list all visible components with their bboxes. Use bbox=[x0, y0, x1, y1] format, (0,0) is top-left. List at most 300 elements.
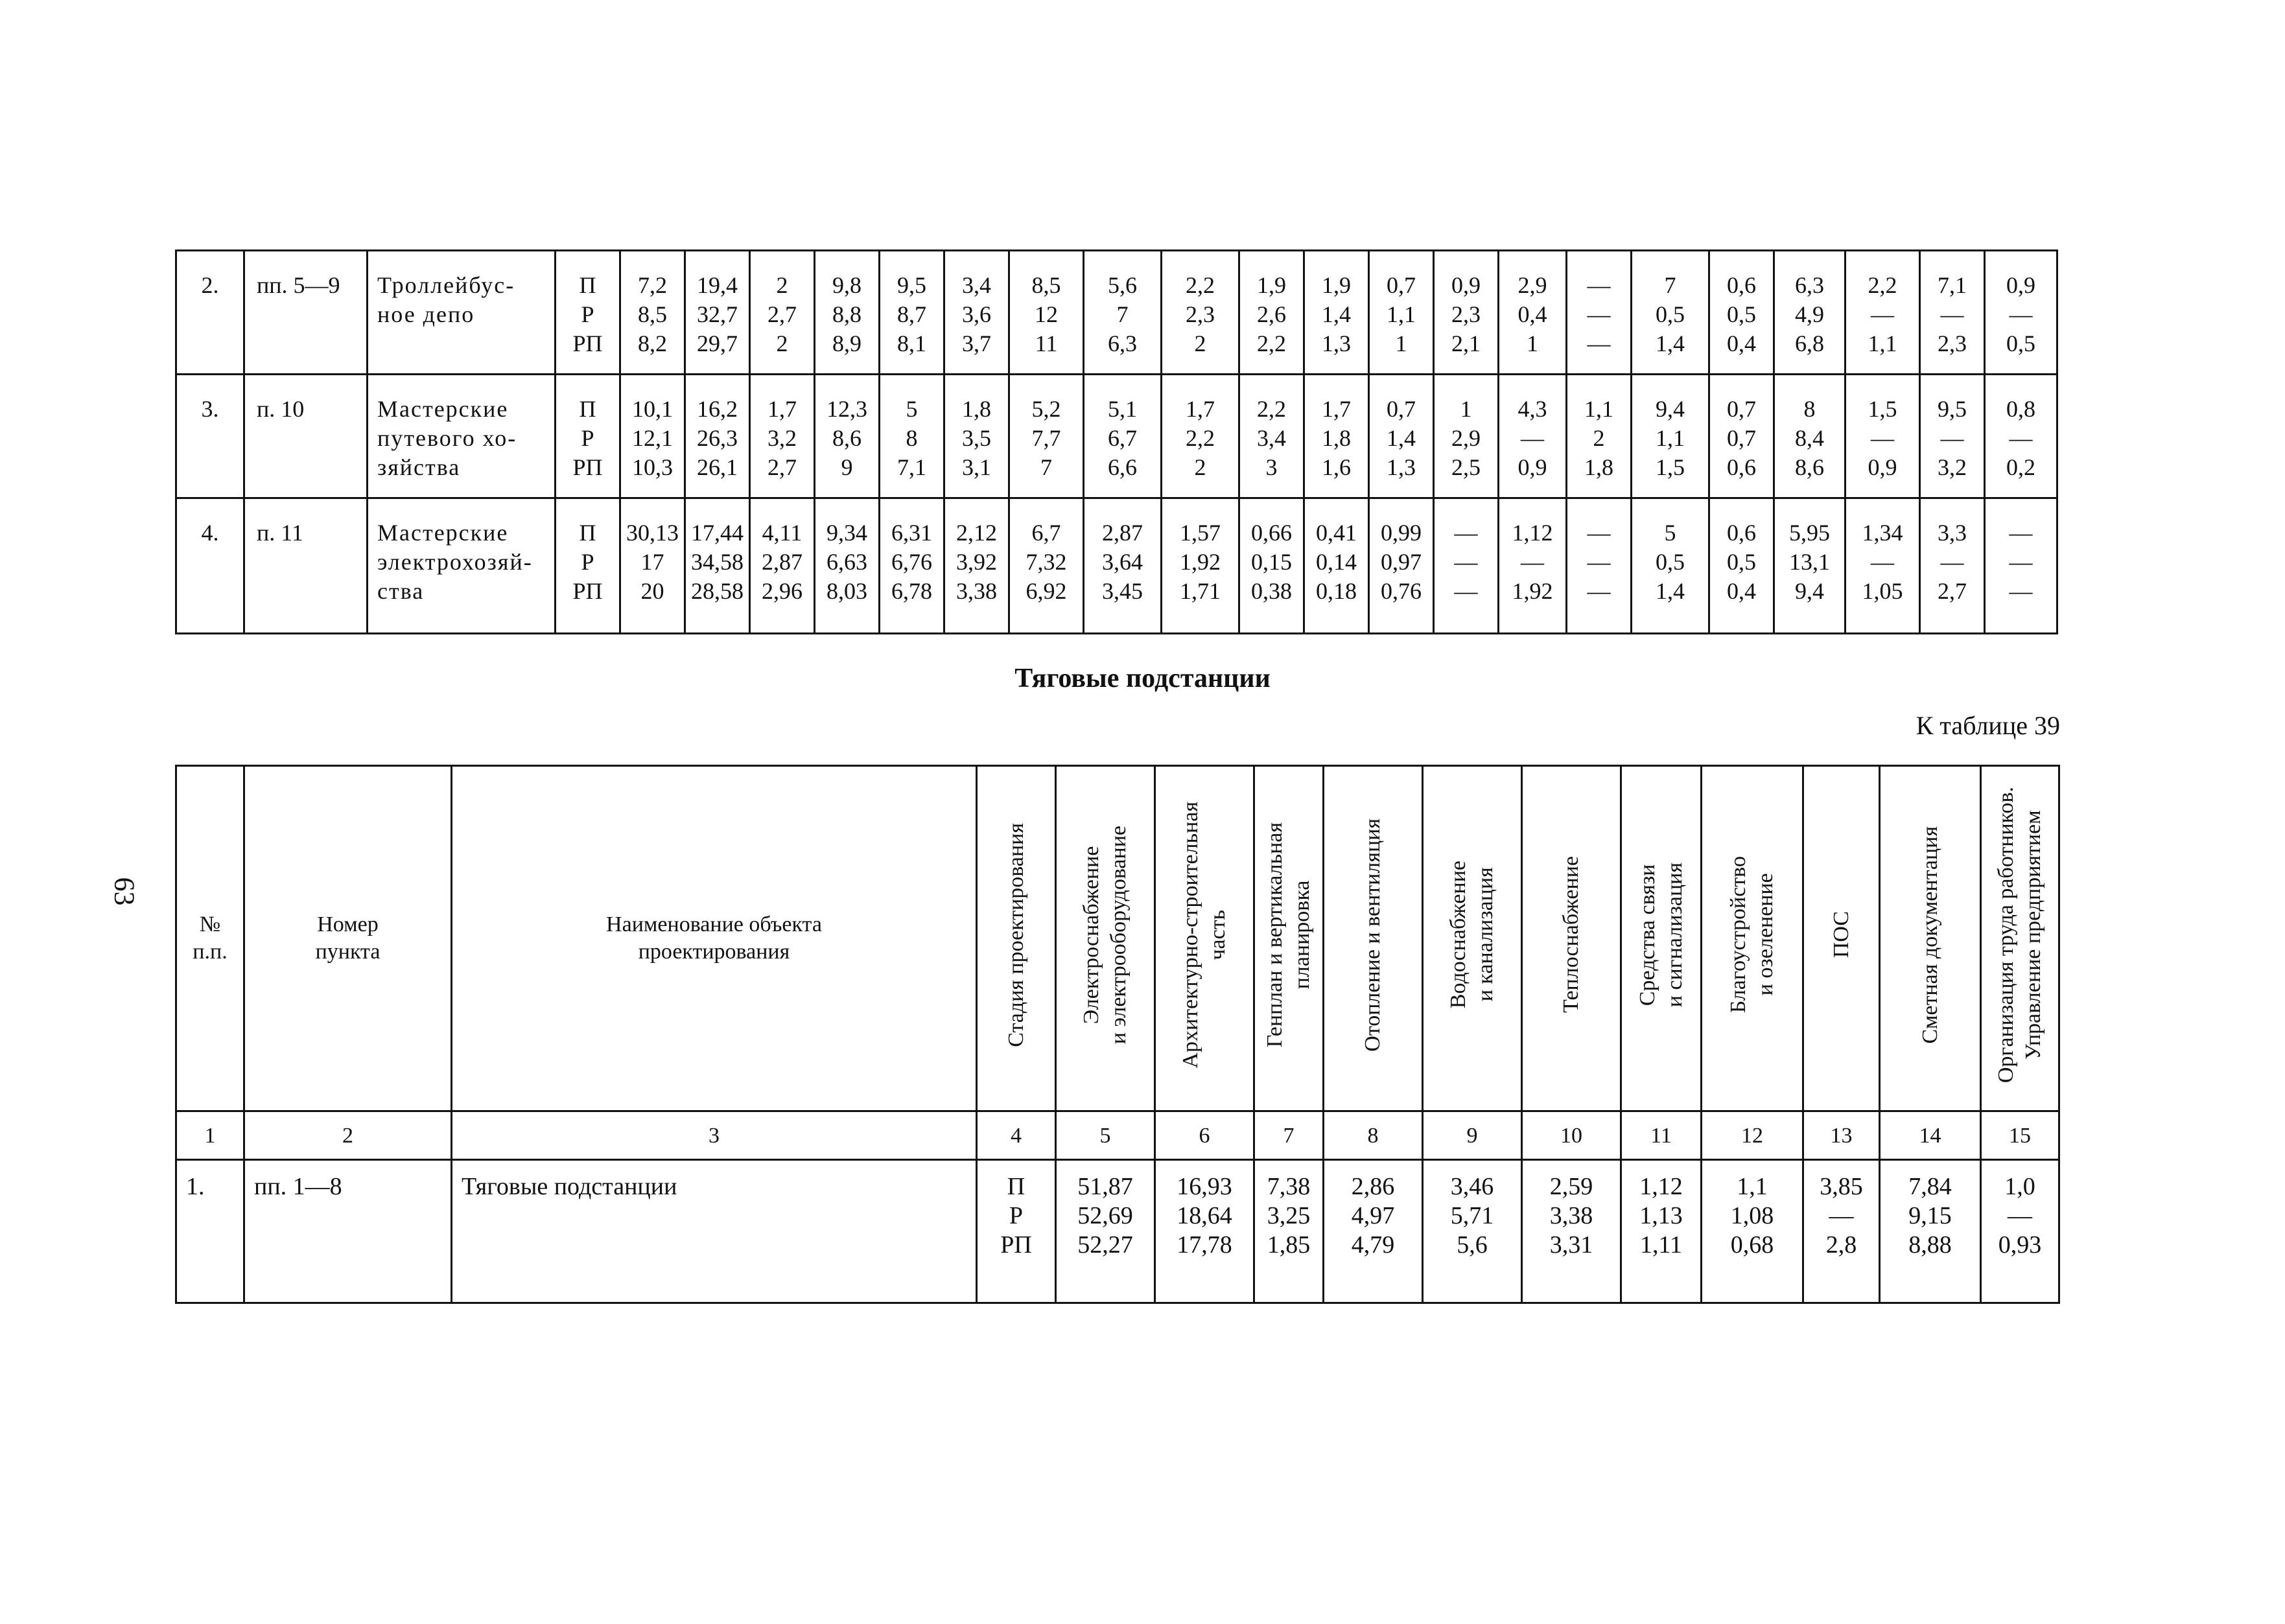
row-number-cell: 2. bbox=[176, 251, 244, 375]
value-cell bbox=[880, 251, 944, 375]
value-cell bbox=[750, 498, 815, 634]
value-cell-line: 0,5 bbox=[1656, 301, 1685, 327]
value-cell-line: 1,5 bbox=[1656, 454, 1685, 480]
value-cell bbox=[815, 251, 880, 375]
value-cell-line: 10,1 bbox=[632, 396, 673, 422]
value-cell-line: 1,13 bbox=[1639, 1202, 1683, 1229]
value-cell-line: 7,1 bbox=[1938, 272, 1967, 298]
stage-cell bbox=[977, 1160, 1056, 1303]
value-cell-line: — bbox=[1587, 520, 1611, 546]
value-cell-line: 12 bbox=[1035, 301, 1058, 327]
value-cell-line: 5,95 bbox=[1789, 520, 1830, 546]
value-cell-line: 8,5 bbox=[1031, 272, 1061, 298]
value-cell bbox=[1056, 1160, 1155, 1303]
value-cell-line: 2,2 bbox=[1186, 425, 1215, 451]
value-cell-line: 1,08 bbox=[1730, 1202, 1774, 1229]
value-cell-line: 3,1 bbox=[962, 454, 991, 480]
value-cell-line: 26,1 bbox=[697, 454, 738, 480]
column-header-line: и канализация bbox=[1473, 867, 1497, 1003]
column-header-text bbox=[1993, 787, 2047, 1083]
value-cell-line: 5 bbox=[1664, 520, 1676, 546]
value-cell-line: 29,7 bbox=[697, 331, 738, 356]
value-cell bbox=[1880, 1160, 1981, 1303]
value-cell-line: 2,6 bbox=[1257, 301, 1286, 327]
value-cell-line: 1,1 bbox=[1737, 1173, 1768, 1200]
column-header-line: п.п. bbox=[193, 940, 228, 964]
value-cell bbox=[1985, 375, 2057, 498]
point-number-cell: п. 10 bbox=[244, 375, 368, 498]
value-cell-line: 2 bbox=[776, 331, 788, 356]
continuation-table bbox=[175, 249, 2058, 634]
value-cell bbox=[944, 375, 1009, 498]
value-cell bbox=[1920, 251, 1985, 375]
value-cell bbox=[1774, 498, 1846, 634]
value-cell bbox=[1162, 498, 1239, 634]
value-cell-line: 17 bbox=[640, 549, 664, 575]
value-cell bbox=[1369, 498, 1434, 634]
value-cell-line: 5,2 bbox=[1031, 396, 1061, 422]
value-cell bbox=[1434, 251, 1499, 375]
stage-cell-line: РП bbox=[1000, 1231, 1032, 1259]
value-cell bbox=[1846, 251, 1920, 375]
object-name-cell bbox=[368, 498, 556, 634]
column-header bbox=[244, 766, 452, 1111]
stage-cell-line: П bbox=[579, 396, 596, 422]
column-header-line: Архитектурно-строительная bbox=[1178, 801, 1202, 1069]
value-cell bbox=[1084, 498, 1162, 634]
value-cell-line: 1 bbox=[1395, 331, 1407, 356]
value-cell-line: 6,6 bbox=[1108, 454, 1137, 480]
value-cell-line: — bbox=[1521, 549, 1544, 575]
value-cell-line: 0,93 bbox=[1998, 1231, 2042, 1259]
point-number-cell: пп. 1—8 bbox=[244, 1160, 452, 1303]
value-cell bbox=[1084, 251, 1162, 375]
value-cell bbox=[620, 498, 685, 634]
value-cell bbox=[1499, 498, 1567, 634]
column-header-text bbox=[177, 911, 243, 966]
value-cell-line: 7,7 bbox=[1031, 425, 1061, 451]
column-header-text bbox=[1725, 856, 1779, 1013]
value-cell-line: 3,7 bbox=[962, 331, 991, 356]
column-number: 5 bbox=[1056, 1111, 1155, 1160]
value-cell-line: 0,4 bbox=[1727, 578, 1756, 604]
value-cell-line: 4,11 bbox=[762, 520, 803, 546]
value-cell-line: 2,2 bbox=[1186, 272, 1215, 298]
column-number: 10 bbox=[1522, 1111, 1621, 1160]
object-name-cell-line: ства bbox=[377, 578, 425, 604]
object-name-cell-line: путевого хо- bbox=[377, 425, 517, 451]
value-cell bbox=[1162, 375, 1239, 498]
value-cell-line: 51,87 bbox=[1077, 1173, 1133, 1200]
column-header bbox=[1254, 766, 1324, 1111]
value-cell-line: — bbox=[2009, 425, 2033, 451]
column-header-line: Наименование объекта bbox=[606, 912, 822, 936]
value-cell-line: 8,1 bbox=[897, 331, 926, 356]
value-cell-line: 1,71 bbox=[1180, 578, 1221, 604]
column-number: 4 bbox=[977, 1111, 1056, 1160]
column-header bbox=[1702, 766, 1803, 1111]
value-cell bbox=[620, 375, 685, 498]
column-header-line: и озеленение bbox=[1753, 873, 1777, 997]
value-cell-line: 0,5 bbox=[1727, 301, 1756, 327]
value-cell-line: 0,9 bbox=[2006, 272, 2035, 298]
value-cell-line: 8,2 bbox=[638, 331, 667, 356]
value-cell-line: 2,2 bbox=[1868, 272, 1897, 298]
value-cell-line: 1,7 bbox=[768, 396, 797, 422]
value-cell-line: 1,6 bbox=[1322, 454, 1351, 480]
value-cell-line: 2,2 bbox=[1257, 396, 1286, 422]
value-cell-line: — bbox=[1829, 1202, 1854, 1229]
value-cell-line: 8,5 bbox=[638, 301, 667, 327]
value-cell-line: 7,32 bbox=[1025, 549, 1067, 575]
value-cell-line: 2 bbox=[1194, 331, 1206, 356]
value-cell-line: 2 bbox=[1593, 425, 1605, 451]
column-header bbox=[977, 766, 1056, 1111]
value-cell bbox=[944, 251, 1009, 375]
value-cell bbox=[1920, 498, 1985, 634]
value-cell-line: 0,41 bbox=[1316, 520, 1357, 546]
column-header-text bbox=[1558, 856, 1585, 1013]
value-cell bbox=[944, 498, 1009, 634]
value-cell bbox=[1621, 1160, 1702, 1303]
value-cell-line: 8,03 bbox=[826, 578, 867, 604]
value-cell-line: 7 bbox=[1664, 272, 1676, 298]
value-cell-line: 7 bbox=[1116, 301, 1129, 327]
value-cell-line: 0,4 bbox=[1517, 301, 1547, 327]
value-cell bbox=[1009, 375, 1084, 498]
value-cell-line: 4,97 bbox=[1351, 1202, 1395, 1229]
value-cell-line: 0,68 bbox=[1730, 1231, 1774, 1259]
value-cell-line: 0,6 bbox=[1727, 454, 1756, 480]
value-cell-line: 30,13 bbox=[626, 520, 679, 546]
column-header bbox=[1803, 766, 1880, 1111]
value-cell-line: 32,7 bbox=[697, 301, 738, 327]
value-cell-line: 6,7 bbox=[1031, 520, 1061, 546]
object-name-cell-line: Мастерские bbox=[377, 520, 509, 546]
value-cell-line: — bbox=[1940, 549, 1964, 575]
value-cell-line: 8,88 bbox=[1908, 1231, 1952, 1259]
value-cell bbox=[1423, 1160, 1522, 1303]
value-cell-line: 16,2 bbox=[697, 396, 738, 422]
column-header bbox=[1324, 766, 1423, 1111]
column-header-line: ПОС bbox=[1829, 911, 1853, 958]
point-number-cell: пп. 5—9 bbox=[244, 251, 368, 375]
value-cell-line: 0,38 bbox=[1251, 578, 1292, 604]
value-cell bbox=[1009, 498, 1084, 634]
table-row bbox=[176, 498, 2057, 634]
value-cell-line: — bbox=[1587, 549, 1611, 575]
value-cell-line: — bbox=[2009, 578, 2033, 604]
value-cell-line: 1,1 bbox=[1584, 396, 1613, 422]
value-cell-line: — bbox=[1871, 425, 1894, 451]
value-cell-line: 1,57 bbox=[1180, 520, 1221, 546]
value-cell bbox=[1774, 251, 1846, 375]
value-cell-line: 2,3 bbox=[1938, 331, 1967, 356]
value-cell-line: — bbox=[1871, 301, 1894, 327]
value-cell-line: 18,64 bbox=[1177, 1202, 1232, 1229]
value-cell-line: 1,1 bbox=[1387, 301, 1416, 327]
row-number-cell: 1. bbox=[176, 1160, 244, 1303]
value-cell-line: 8 bbox=[906, 425, 918, 451]
value-cell-line: 5,1 bbox=[1108, 396, 1137, 422]
value-cell bbox=[1304, 251, 1369, 375]
value-cell-line: 0,14 bbox=[1316, 549, 1357, 575]
value-cell-line: 1,12 bbox=[1512, 520, 1553, 546]
value-cell bbox=[1009, 251, 1084, 375]
stage-cell-line: П bbox=[579, 272, 596, 298]
value-cell-line: 8,6 bbox=[832, 425, 861, 451]
column-header-line: Водоснабжение bbox=[1446, 861, 1470, 1009]
value-cell-line: 1,92 bbox=[1512, 578, 1553, 604]
value-cell-line: — bbox=[1454, 520, 1478, 546]
value-cell-line: 9,5 bbox=[897, 272, 926, 298]
value-cell bbox=[1920, 375, 1985, 498]
value-cell-line: — bbox=[1587, 272, 1611, 298]
value-cell-line: 7,2 bbox=[638, 272, 667, 298]
value-cell-line: 0,7 bbox=[1727, 425, 1756, 451]
value-cell bbox=[1709, 375, 1774, 498]
value-cell-line: 34,58 bbox=[691, 549, 744, 575]
value-cell-line: 19,4 bbox=[697, 272, 738, 298]
value-cell-line: 6,76 bbox=[891, 549, 932, 575]
column-header-text bbox=[1003, 823, 1030, 1047]
value-cell-line: 0,9 bbox=[1451, 272, 1481, 298]
column-header-line: Сметная документация bbox=[1917, 826, 1942, 1044]
value-cell-line: 7,84 bbox=[1908, 1173, 1952, 1200]
value-cell-line: 4,3 bbox=[1517, 396, 1547, 422]
value-cell-line: 0,76 bbox=[1381, 578, 1422, 604]
value-cell bbox=[620, 251, 685, 375]
value-cell bbox=[1632, 375, 1709, 498]
value-cell-line: 8,4 bbox=[1795, 425, 1824, 451]
value-cell-line: 1,4 bbox=[1656, 578, 1685, 604]
value-cell-line: — bbox=[1454, 578, 1478, 604]
value-cell-line: 0,9 bbox=[1868, 454, 1897, 480]
value-cell-line: — bbox=[2008, 1202, 2032, 1229]
value-cell-line: 9,15 bbox=[1908, 1202, 1952, 1229]
column-number: 11 bbox=[1621, 1111, 1702, 1160]
value-cell-line: 1,5 bbox=[1868, 396, 1897, 422]
value-cell-line: 1,4 bbox=[1387, 425, 1416, 451]
value-cell-line: 6,31 bbox=[891, 520, 932, 546]
value-cell bbox=[750, 251, 815, 375]
value-cell-line: 0,5 bbox=[1727, 549, 1756, 575]
value-cell-line: 3,46 bbox=[1450, 1173, 1494, 1200]
value-cell-line: — bbox=[1940, 425, 1964, 451]
value-cell-line: 2,59 bbox=[1549, 1173, 1593, 1200]
value-cell-line: 3,2 bbox=[768, 425, 797, 451]
value-cell-line: 0,18 bbox=[1316, 578, 1357, 604]
value-cell-line: 7,38 bbox=[1267, 1173, 1311, 1200]
value-cell-line: 0,99 bbox=[1381, 520, 1422, 546]
column-number: 6 bbox=[1155, 1111, 1254, 1160]
stage-cell-line: П bbox=[1007, 1173, 1025, 1200]
value-cell-line: 9,34 bbox=[826, 520, 867, 546]
value-cell-line: 2,87 bbox=[1102, 520, 1143, 546]
value-cell-line: 52,69 bbox=[1077, 1202, 1133, 1229]
row-number-cell: 4. bbox=[176, 498, 244, 634]
column-header-text bbox=[1828, 911, 1855, 958]
value-cell-line: 9,5 bbox=[1938, 396, 1967, 422]
value-cell-line: 1,05 bbox=[1862, 578, 1903, 604]
object-name-cell bbox=[368, 375, 556, 498]
value-cell bbox=[1162, 251, 1239, 375]
value-cell bbox=[1369, 251, 1434, 375]
value-cell-line: 8,9 bbox=[832, 331, 861, 356]
value-cell bbox=[1084, 375, 1162, 498]
value-cell-line: 12,3 bbox=[826, 396, 867, 422]
stage-cell-line: Р bbox=[1009, 1202, 1024, 1229]
table-row bbox=[176, 251, 2057, 375]
value-cell-line: 17,78 bbox=[1177, 1231, 1232, 1259]
value-cell bbox=[1434, 375, 1499, 498]
column-header-line: Электроснабжение bbox=[1079, 846, 1103, 1024]
value-cell-line: 1,7 bbox=[1322, 396, 1351, 422]
value-cell-line: 5,71 bbox=[1450, 1202, 1494, 1229]
column-header-line: Управление предприятием bbox=[2021, 810, 2045, 1060]
value-cell-line: 0,6 bbox=[1727, 520, 1756, 546]
value-cell-line: 28,58 bbox=[691, 578, 744, 604]
value-cell bbox=[685, 251, 750, 375]
traction-substations-table bbox=[175, 765, 2060, 1304]
object-name-cell-line: зяйства bbox=[377, 454, 461, 480]
value-cell-line: 2 bbox=[1194, 454, 1206, 480]
table-reference: К таблице 39 bbox=[1916, 711, 2060, 740]
value-cell-line: 0,4 bbox=[1727, 331, 1756, 356]
value-cell bbox=[1304, 375, 1369, 498]
value-cell bbox=[1239, 251, 1304, 375]
row-number-cell: 3. bbox=[176, 375, 244, 498]
column-header bbox=[176, 766, 244, 1111]
column-header bbox=[1522, 766, 1621, 1111]
value-cell-line: — bbox=[1587, 301, 1611, 327]
value-cell bbox=[880, 498, 944, 634]
value-cell-line: 0,7 bbox=[1387, 396, 1416, 422]
value-cell-line: 6,63 bbox=[826, 549, 867, 575]
column-header-line: и электрооборудование bbox=[1107, 825, 1131, 1045]
value-cell bbox=[1567, 498, 1632, 634]
column-header-line: № bbox=[199, 912, 221, 936]
value-cell-line: 1,11 bbox=[1639, 1231, 1683, 1259]
value-cell-line: 2,3 bbox=[1186, 301, 1215, 327]
value-cell-line: 13,1 bbox=[1789, 549, 1830, 575]
column-header bbox=[1056, 766, 1155, 1111]
page-number: 63 bbox=[108, 877, 141, 906]
column-header-line: Генплан и вертикальная bbox=[1263, 822, 1287, 1048]
value-cell-line: 3,92 bbox=[956, 549, 997, 575]
value-cell-line: 10,3 bbox=[632, 454, 673, 480]
value-cell-line: 6,92 bbox=[1025, 578, 1067, 604]
value-cell bbox=[1499, 251, 1567, 375]
column-header bbox=[1981, 766, 2059, 1111]
value-cell-line: 1,3 bbox=[1387, 454, 1416, 480]
value-cell bbox=[1254, 1160, 1324, 1303]
column-number: 12 bbox=[1702, 1111, 1803, 1160]
value-cell-line: 1,34 bbox=[1862, 520, 1903, 546]
column-header bbox=[1621, 766, 1702, 1111]
value-cell-line: 2,8 bbox=[1825, 1231, 1857, 1259]
value-cell bbox=[685, 375, 750, 498]
value-cell-line: 1,7 bbox=[1186, 396, 1215, 422]
value-cell-line: 1,92 bbox=[1180, 549, 1221, 575]
value-cell-line: 0,2 bbox=[2006, 454, 2035, 480]
value-cell-line: — bbox=[1521, 425, 1544, 451]
value-cell-line: 3,4 bbox=[962, 272, 991, 298]
value-cell-line: 6,7 bbox=[1108, 425, 1137, 451]
value-cell-line: 3 bbox=[1265, 454, 1278, 480]
value-cell-line: 1,9 bbox=[1322, 272, 1351, 298]
value-cell-line: 1,85 bbox=[1267, 1231, 1311, 1259]
value-cell-line: 3,64 bbox=[1102, 549, 1143, 575]
value-cell-line: 5,6 bbox=[1457, 1231, 1488, 1259]
value-cell bbox=[1774, 375, 1846, 498]
value-cell bbox=[1709, 251, 1774, 375]
column-header-text bbox=[1917, 826, 1944, 1044]
column-header-line: пункта bbox=[315, 940, 381, 964]
value-cell-line: 2,96 bbox=[762, 578, 803, 604]
table-row bbox=[176, 1160, 2059, 1303]
value-cell bbox=[1567, 375, 1632, 498]
stage-cell bbox=[556, 375, 620, 498]
value-cell bbox=[1985, 251, 2057, 375]
column-header-line: Благоустройство bbox=[1726, 856, 1750, 1014]
column-header-text bbox=[452, 911, 976, 966]
value-cell bbox=[1155, 1160, 1254, 1303]
column-header-text bbox=[1445, 861, 1499, 1008]
value-cell bbox=[1632, 251, 1709, 375]
value-cell-line: 7,1 bbox=[897, 454, 926, 480]
value-cell bbox=[1709, 498, 1774, 634]
value-cell bbox=[685, 498, 750, 634]
column-number: 7 bbox=[1254, 1111, 1324, 1160]
value-cell bbox=[1369, 375, 1434, 498]
value-cell-line: 1,9 bbox=[1257, 272, 1286, 298]
value-cell-line: 4,79 bbox=[1351, 1231, 1395, 1259]
column-header bbox=[452, 766, 977, 1111]
point-number-cell: п. 11 bbox=[244, 498, 368, 634]
column-number: 9 bbox=[1423, 1111, 1522, 1160]
column-header-text bbox=[1261, 822, 1316, 1047]
column-header-line: проектирования bbox=[638, 940, 790, 964]
value-cell bbox=[1239, 375, 1304, 498]
value-cell-line: — bbox=[2009, 520, 2033, 546]
value-cell-line: 9 bbox=[841, 454, 853, 480]
value-cell bbox=[1702, 1160, 1803, 1303]
value-cell-line: 16,93 bbox=[1177, 1173, 1232, 1200]
value-cell-line: 1,1 bbox=[1868, 331, 1897, 356]
value-cell-line: 8,6 bbox=[1795, 454, 1824, 480]
object-name-cell bbox=[368, 251, 556, 375]
value-cell-line: — bbox=[1940, 301, 1964, 327]
value-cell-line: 0,66 bbox=[1251, 520, 1292, 546]
column-header-text bbox=[1177, 802, 1232, 1069]
value-cell bbox=[1239, 498, 1304, 634]
value-cell-line: 2,12 bbox=[956, 520, 997, 546]
value-cell-line: — bbox=[2009, 301, 2033, 327]
value-cell-line: 1,8 bbox=[962, 396, 991, 422]
value-cell-line: 0,97 bbox=[1381, 549, 1422, 575]
column-header-line: и сигнализация bbox=[1662, 862, 1687, 1008]
value-cell-line: 3,38 bbox=[1549, 1202, 1593, 1229]
column-number: 15 bbox=[1981, 1111, 2059, 1160]
stage-cell-line: Р bbox=[581, 425, 594, 451]
value-cell-line: 6,78 bbox=[891, 578, 932, 604]
object-name-cell-line: Троллейбус- bbox=[377, 272, 515, 298]
value-cell-line: 0,8 bbox=[2006, 396, 2035, 422]
stage-cell-line: П bbox=[579, 520, 596, 546]
column-header-text bbox=[1634, 863, 1689, 1007]
value-cell bbox=[1981, 1160, 2059, 1303]
